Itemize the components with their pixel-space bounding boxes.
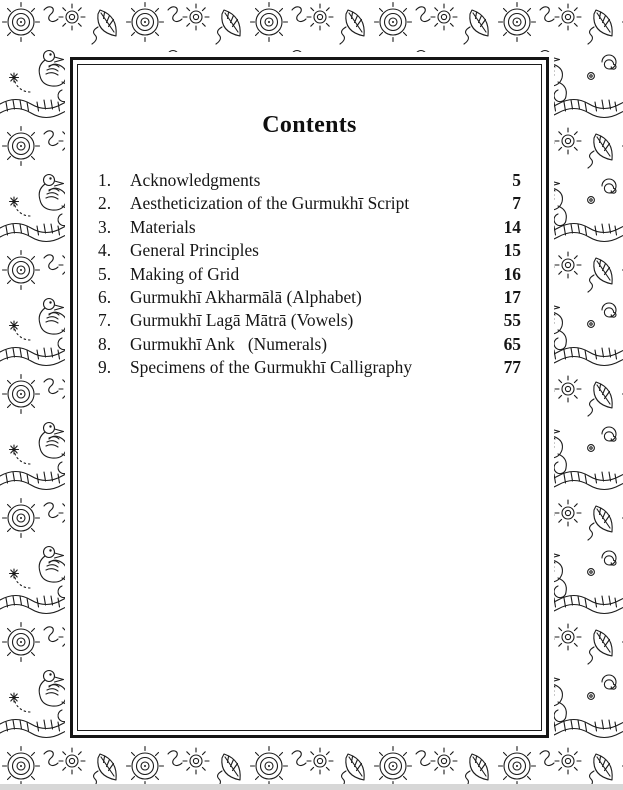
toc-entry-title: Gurmukhī Ank (Numerals) <box>130 333 328 354</box>
toc-entry-title: Making of Grid <box>130 263 240 284</box>
toc-entry-number: 2. <box>98 193 112 214</box>
toc-list <box>98 169 521 380</box>
page-frame <box>70 57 549 738</box>
toc-entry-number: 4. <box>98 240 112 261</box>
toc-entry-number: 1. <box>98 170 112 190</box>
toc-entry-page: 14 <box>503 216 521 237</box>
toc-entry <box>98 356 521 379</box>
toc-entry-number: 3. <box>98 216 112 237</box>
toc-entry <box>98 239 521 262</box>
toc-entry <box>98 169 521 192</box>
toc-entry <box>98 333 521 356</box>
scan-edge-strip <box>0 784 623 790</box>
toc-entry-page: 5 <box>512 170 521 190</box>
toc-entry-number: 6. <box>98 287 112 308</box>
toc-entry <box>98 309 521 332</box>
toc-entry-page: 55 <box>503 310 521 331</box>
toc-entry <box>98 192 521 215</box>
toc-entry-page: 17 <box>503 287 521 308</box>
page-inner-frame <box>77 64 542 731</box>
page-title: Contents <box>262 112 357 138</box>
toc-entry-page: 16 <box>503 263 521 284</box>
toc-entry-title: Specimens of the Gurmukhī Calligraphy <box>130 357 413 378</box>
toc-entry-title: Gurmukhī Akharmālā (Alphabet) <box>130 287 362 308</box>
toc-entry-number: 9. <box>98 357 112 378</box>
toc-entry-page: 77 <box>503 357 521 378</box>
toc-entry <box>98 216 521 239</box>
toc-entry-page: 65 <box>503 333 521 354</box>
toc-entry <box>98 286 521 309</box>
toc-entry-title: Materials <box>130 216 196 237</box>
toc-entry-number: 8. <box>98 333 112 354</box>
toc-entry-title: Gurmukhī Lagā Mātrā (Vowels) <box>130 310 354 331</box>
toc-entry-page: 7 <box>512 193 521 214</box>
toc-entry-title: General Principles <box>130 240 259 261</box>
toc-entry-number: 7. <box>98 310 112 331</box>
toc-entry-title: Acknowledgments <box>130 170 261 190</box>
toc-entry-title: Aestheticization of the Gurmukhī Script <box>130 193 410 214</box>
toc-entry-page: 15 <box>503 240 521 261</box>
toc-entry-number: 5. <box>98 263 112 284</box>
toc-entry <box>98 263 521 286</box>
